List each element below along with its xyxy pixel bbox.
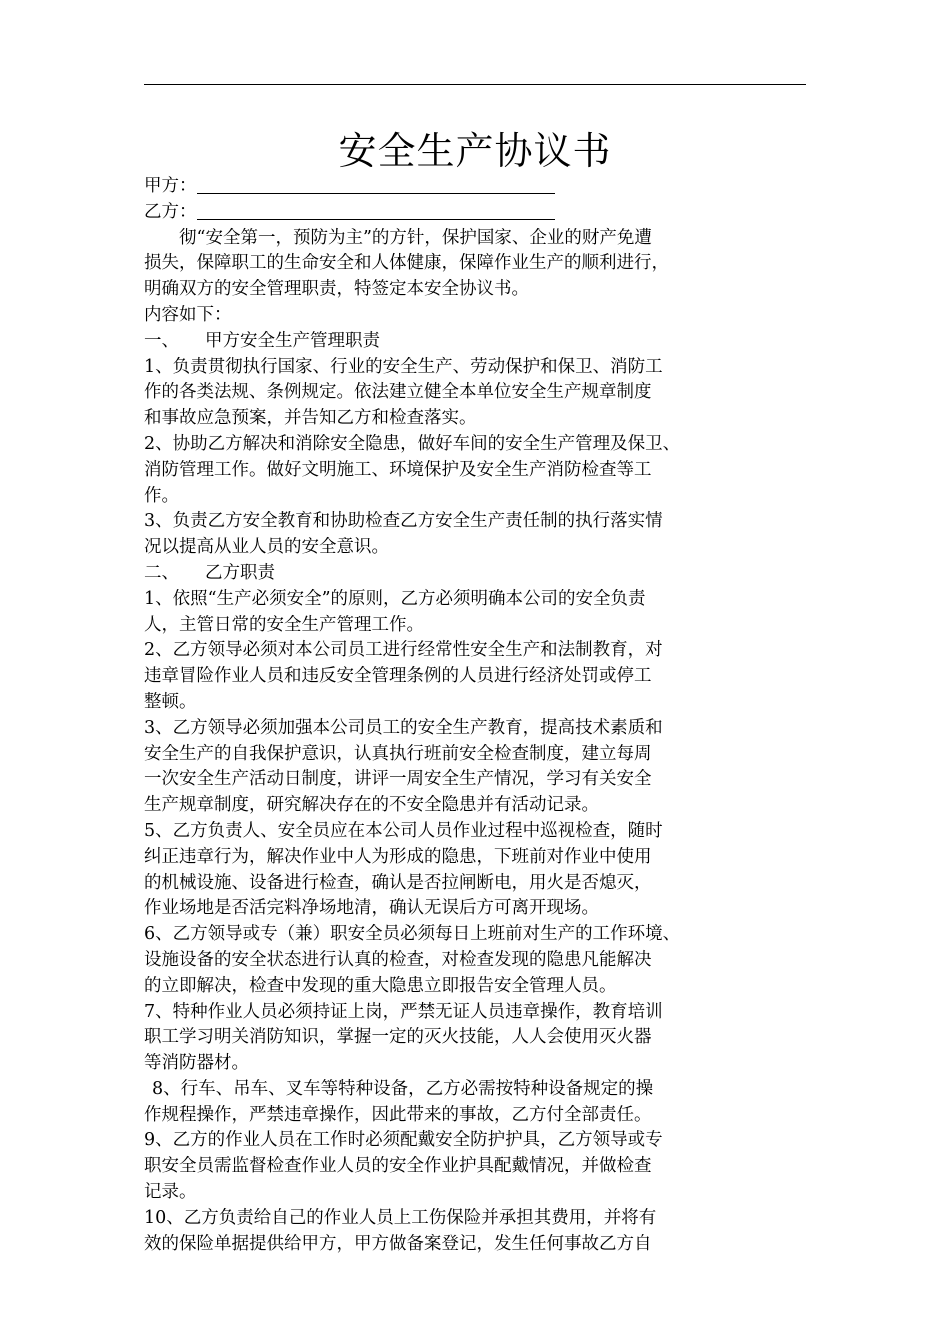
clause-line: 作的各类法规、条例规定。依法建立健全本单位安全生产规章制度: [144, 382, 652, 403]
clause-line: 作业场地是否活完料净场地清，确认无误后方可离开现场。: [144, 898, 599, 919]
section-number: 二、: [144, 562, 179, 583]
clause-line: 整顿。: [144, 691, 197, 712]
clause-line: 8、行车、吊车、叉车等特种设备，乙方必需按特种设备规定的操: [152, 1078, 654, 1099]
party-a-label: 甲方：: [144, 176, 197, 196]
party-b-line: [144, 200, 806, 226]
clause-line: 的立即解决，检查中发现的重大隐患立即报告安全管理人员。: [144, 975, 617, 996]
clause-line: 人，主管日常的安全生产管理工作。: [144, 614, 424, 635]
clause-line: 职工学习明关消防知识，掌握一定的灭火技能，人人会使用灭火器: [144, 1027, 652, 1048]
clause-line: 5、乙方负责人、安全员应在本公司人员作业过程中巡视检查，随时: [144, 820, 663, 841]
clause-line: 6、乙方领导或专（兼）职安全员必须每日上班前对生产的工作环境、: [144, 924, 681, 945]
header-rule: [144, 84, 806, 85]
clause-line: 消防管理工作。做好文明施工、环境保护及安全生产消防检查等工: [144, 459, 652, 480]
intro-line: 明确双方的安全管理职责，特签定本安全协议书。: [144, 279, 529, 300]
clause-line: 3、负责乙方安全教育和协助检查乙方安全生产责任制的执行落实情: [144, 511, 663, 532]
document-body: [144, 174, 806, 1257]
clause-line: 况以提高从业人员的安全意识。: [144, 537, 389, 558]
clause-line: 的机械设施、设备进行检查，确认是否拉闸断电，用火是否熄灭，: [144, 872, 652, 893]
intro-line: 损失，保障职工的生命安全和人体健康，保障作业生产的顺利进行，: [144, 253, 669, 274]
party-b-label: 乙方：: [144, 201, 197, 222]
clause-line: 9、乙方的作业人员在工作时必须配戴安全防护护具，乙方领导或专: [144, 1130, 663, 1151]
clause-line: 等消防器材。: [144, 1053, 249, 1074]
clause-line: 设施设备的安全状态进行认真的检查，对检查发现的隐患凡能解决: [144, 949, 652, 970]
clause-line: 纠正违章行为，解决作业中人为形成的隐患，下班前对作业中使用: [144, 846, 652, 867]
section-title: 乙方职责: [205, 562, 275, 583]
clause-line: 效的保险单据提供给甲方，甲方做备案登记，发生任何事故乙方自: [144, 1233, 652, 1254]
clause-line: 生产规章制度，研究解决存在的不安全隐患并有活动记录。: [144, 795, 599, 816]
clause-line: 作。: [144, 485, 179, 506]
party-a-line: [144, 174, 806, 200]
clause-line: 1、依照“生产必须安全”的原则，乙方必须明确本公司的安全负责: [144, 588, 646, 609]
clause-line: 记录。: [144, 1182, 197, 1203]
clause-line: 安全生产的自我保护意识，认真执行班前安全检查制度，建立每周: [144, 743, 652, 764]
intro-line: 内容如下：: [144, 304, 232, 325]
section-number: 一、: [144, 330, 179, 351]
clause-line: 违章冒险作业人员和违反安全管理条例的人员进行经济处罚或停工: [144, 666, 652, 687]
clause-line: 和事故应急预案，并告知乙方和检查落实。: [144, 408, 477, 429]
section-heading: [144, 561, 806, 587]
clause-line: 一次安全生产活动日制度，讲评一周安全生产情况，学习有关安全: [144, 769, 652, 790]
clause-line: 职安全员需监督检查作业人员的安全作业护具配戴情况，并做检查: [144, 1156, 652, 1177]
section-heading: [144, 329, 806, 355]
intro-line: 彻“安全第一，预防为主”的方针，保护国家、企业的财产免遭: [179, 227, 652, 248]
document-title: 安全生产协议书: [338, 129, 612, 173]
clause-line: 10、乙方负责给自己的作业人员上工伤保险并承担其费用，并将有: [144, 1207, 657, 1228]
section-title: 甲方安全生产管理职责: [205, 330, 380, 351]
clause-line: 2、协助乙方解决和消除安全隐患，做好车间的安全生产管理及保卫、: [144, 433, 681, 454]
clause-line: 1、负责贯彻执行国家、行业的安全生产、劳动保护和保卫、消防工: [144, 356, 663, 377]
clause-line: 作规程操作，严禁违章操作，因此带来的事故，乙方付全部责任。: [144, 1104, 652, 1125]
party-b-blank: [197, 200, 555, 220]
clause-line: 7、特种作业人员必须持证上岗，严禁无证人员违章操作，教育培训: [144, 1001, 663, 1022]
clause-line: 2、乙方领导必须对本公司员工进行经常性安全生产和法制教育，对: [144, 640, 663, 661]
clause-line: 3、乙方领导必须加强本公司员工的安全生产教育，提高技术素质和: [144, 717, 663, 738]
party-a-blank: [197, 174, 555, 194]
